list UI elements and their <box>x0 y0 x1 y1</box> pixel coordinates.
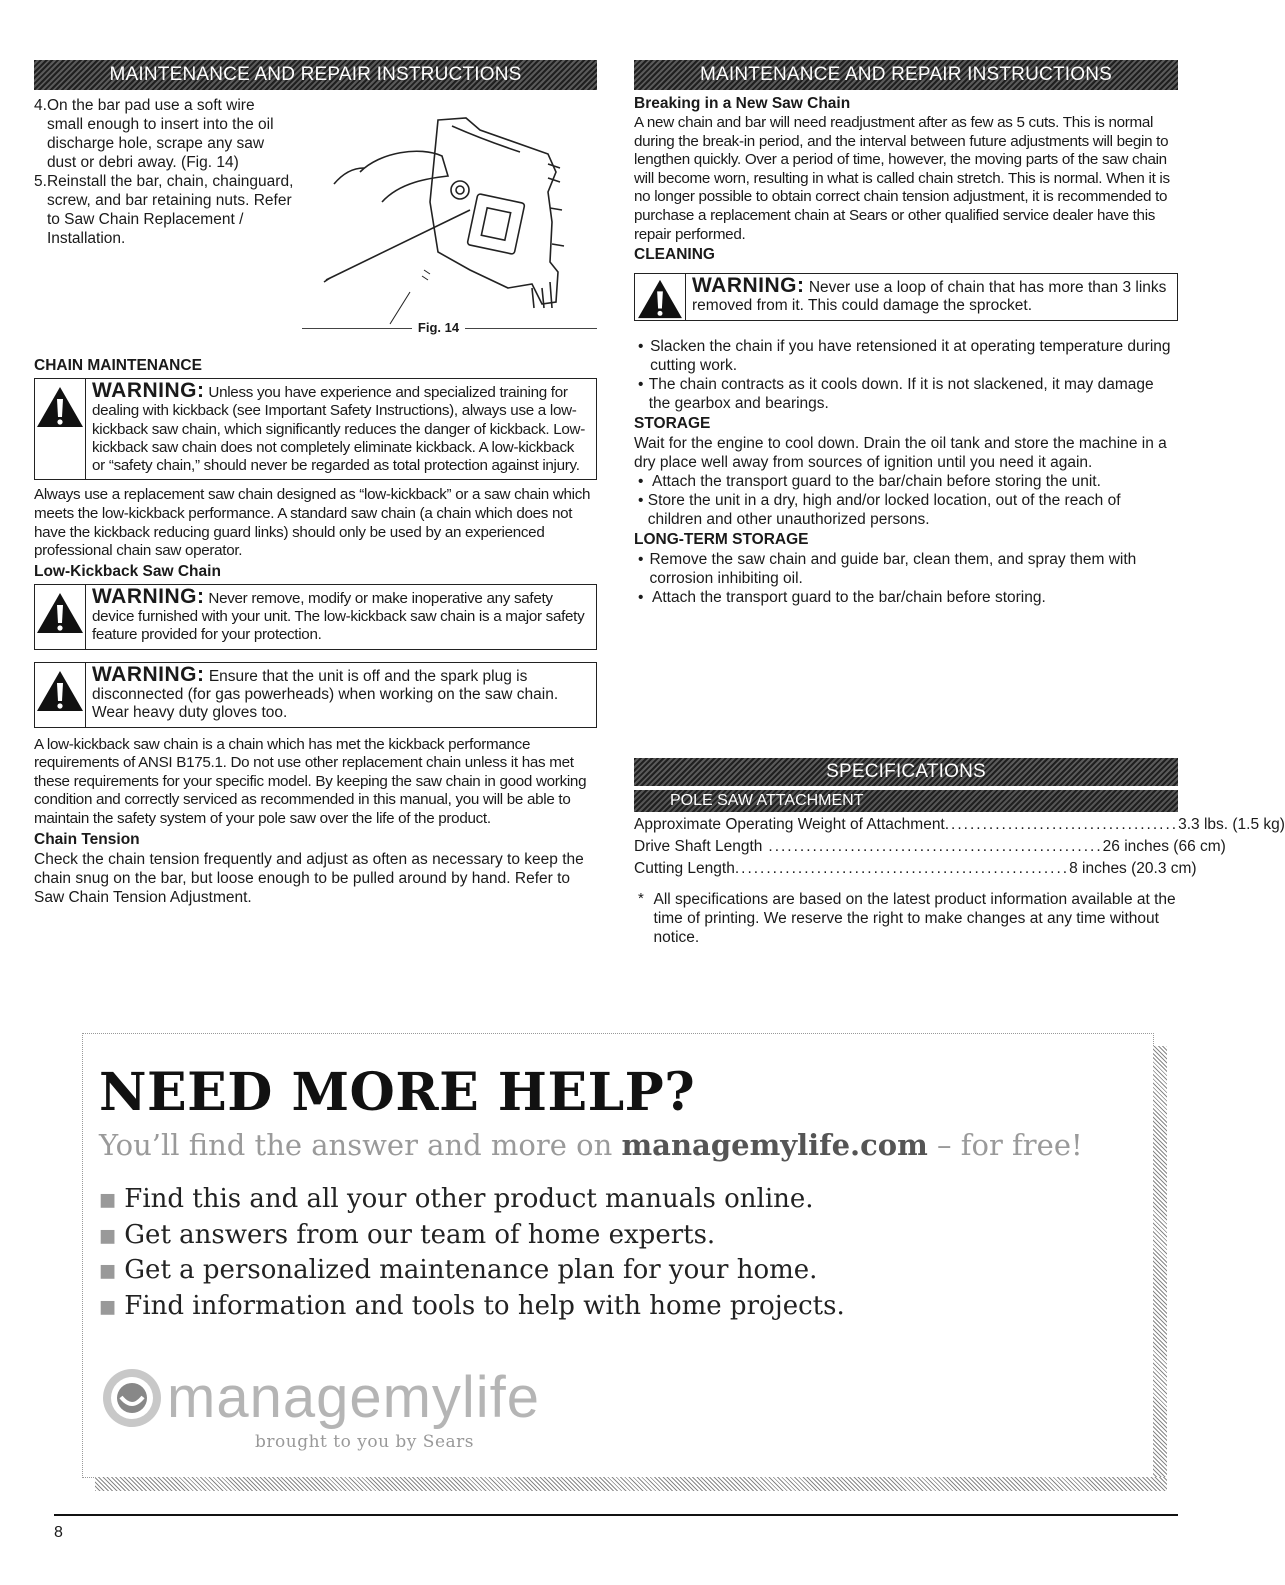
warning-box <box>34 378 597 480</box>
managemylife-logo-icon <box>101 1367 163 1429</box>
specifications-note: * All specifications are based on the latest product information available at the time of printing. We reserve the right to make changes at any time without notice. <box>638 890 1176 946</box>
warning-label: WARNING: <box>92 379 205 402</box>
spec-row: Drive Shaft Length ..................................................... 26 inches (66 cm) <box>634 838 1226 855</box>
warning-box <box>34 584 597 650</box>
help-panel <box>82 1033 1154 1478</box>
help-list-item: ■ Get a personalized maintenance plan for your home. <box>99 1255 818 1285</box>
specifications-section <box>634 758 1285 947</box>
right-column <box>634 60 1178 607</box>
warning-icon <box>35 379 86 479</box>
warning-text: Unless you have experience and specialized training for dealing with kickback (see Important Safety Instructions), always use a low-kickback saw chain, which significantly reduces the danger of kickback. Low-kickback saw chain does not completely eliminate kickback. A low-kickback or “safety chain,” should never be regarded as total protection against injury. <box>92 384 585 475</box>
warning-box <box>34 662 597 728</box>
low-kickback-heading: Low-Kickback Saw Chain <box>34 562 221 580</box>
warning-label: WARNING: <box>92 584 205 608</box>
spec-row: Approximate Operating Weight of Attachment ..................................... 3.3 lbs. (1.5 kg) <box>634 816 1285 833</box>
steps-block <box>34 90 597 342</box>
paragraph: Always use a replacement saw chain designed as “low-kickback” or a saw chain which meets the low-kickback performance. A standard saw chain (a chain which does not have the kickback reducing guard links) should only be used by an experienced professional chain saw operator. <box>34 486 591 560</box>
help-subtitle: You’ll find the answer and more on managemylife.com – for free! <box>99 1128 1083 1162</box>
fig-14-illustration <box>320 112 570 312</box>
fig-label: Fig. 14 <box>417 320 460 335</box>
help-list-item: ■ Find this and all your other product manuals online. <box>99 1184 814 1214</box>
warning-icon <box>35 663 86 727</box>
warning-text: Never remove, modify or make inoperative any safety device furnished with your unit. The low-kickback saw chain is a major safety feature provided for your protection. <box>92 589 585 644</box>
list-item: • The chain contracts as it cools down. If it is not slackened, it may damage the gearbox and bearings. <box>638 376 1154 413</box>
breaking-in-heading: Breaking in a New Saw Chain <box>634 95 851 112</box>
paragraph: A low-kickback saw chain is a chain which has met the kickback performance requirements of ANSI B175.1. Do not use other replacement chain unless it has met these requirements for your specific model. By keeping the saw chain in good working condition and correctly serviced as recommended in this manual, you will be able to maintain the safety system of your pole saw over the life of the product. <box>34 735 587 828</box>
warning-icon <box>635 274 686 320</box>
managemylife-logo <box>101 1364 540 1431</box>
help-list-item: ■ Get answers from our team of home experts. <box>99 1219 716 1250</box>
chain-tension-heading: Chain Tension <box>34 830 140 848</box>
paragraph: Check the chain tension frequently and adjust as often as necessary to keep the chain snug on the bar, but loose enough to be pulled around by hand. Refer to Saw Chain Tension Adjustment. <box>34 850 584 906</box>
help-title: NEED MORE HELP? <box>99 1062 696 1123</box>
step-item: 5. Reinstall the bar, chain, chainguard, screw, and bar retaining nuts. Refer to Saw Chain Replacement / Installation. <box>34 173 294 247</box>
warning-label: WARNING: <box>692 274 805 298</box>
cleaning-bullets <box>634 337 1178 413</box>
list-item: • Store the unit in a dry, high and/or locked location, out of the reach of children and other unauthorized persons. <box>638 492 1121 529</box>
help-site-link[interactable]: managemylife.com <box>621 1128 928 1162</box>
footer-rule <box>54 1514 1178 1516</box>
step-item: 4. On the bar pad use a soft wire small enough to insert into the oil discharge hole, scrape any saw dust or debri away. (Fig. 14) <box>34 97 274 171</box>
logo-wordmark: managemylife <box>167 1365 541 1430</box>
chain-maintenance-heading: CHAIN MAINTENANCE <box>34 357 202 374</box>
warning-text: Never use a loop of chain that has more than 3 links removed from it. This could damage the sprocket. <box>692 279 1167 315</box>
list-item: • Attach the transport guard to the bar/chain before storing. <box>638 589 1046 607</box>
warning-text: Ensure that the unit is off and the spark plug is disconnected (for gas powerheads) when working on the saw chain. Wear heavy duty gloves too. <box>92 667 559 722</box>
warning-icon <box>35 585 86 649</box>
help-list <box>99 1182 845 1324</box>
help-list-item: ■ Find information and tools to help with home projects. <box>99 1290 845 1321</box>
warning-box <box>634 273 1178 321</box>
help-tagline: brought to you by Sears <box>255 1432 475 1452</box>
cleaning-heading: CLEANING <box>634 246 715 264</box>
spec-row: Cutting Length ..................................................... 8 inches (20.3 cm) <box>634 860 1197 877</box>
storage-heading: STORAGE <box>634 415 711 433</box>
list-item: • Slacken the chain if you have retensioned it at operating temperature during cutting work. <box>638 338 1171 375</box>
paragraph: A new chain and bar will need readjustment after as few as 5 cuts. This is normal during the break-in period, and the interval between future adjustments will begin to lengthen quickly. Over a period of time, however, the moving parts of the saw chain will become worn, resulting in what is called chain stretch. This is normal. When it is no longer possible to obtain correct chain tension adjustment, it is recommended to purchase a replacement chain at Sears or other qualified service dealer have this repair performed. <box>634 114 1170 243</box>
list-item: • Attach the transport guard to the bar/chain before storing the unit. <box>638 473 1101 491</box>
section-banner: MAINTENANCE AND REPAIR INSTRUCTIONS <box>34 60 597 90</box>
left-column <box>34 60 597 907</box>
paragraph: Wait for the engine to cool down. Drain the oil tank and store the machine in a dry place well away from sources of ignition until you need it again. <box>634 435 1167 472</box>
list-item: • Remove the saw chain and guide bar, clean them, and spray them with corrosion inhibiting oil. <box>638 551 1137 588</box>
section-banner: MAINTENANCE AND REPAIR INSTRUCTIONS <box>634 60 1178 90</box>
specifications-banner: SPECIFICATIONS <box>634 758 1178 786</box>
fig-caption <box>302 318 597 338</box>
specifications-subheading: POLE SAW ATTACHMENT <box>634 790 1178 812</box>
page-number: 8 <box>54 1524 63 1541</box>
warning-label: WARNING: <box>92 662 205 686</box>
long-term-storage-heading: LONG-TERM STORAGE <box>634 531 809 549</box>
